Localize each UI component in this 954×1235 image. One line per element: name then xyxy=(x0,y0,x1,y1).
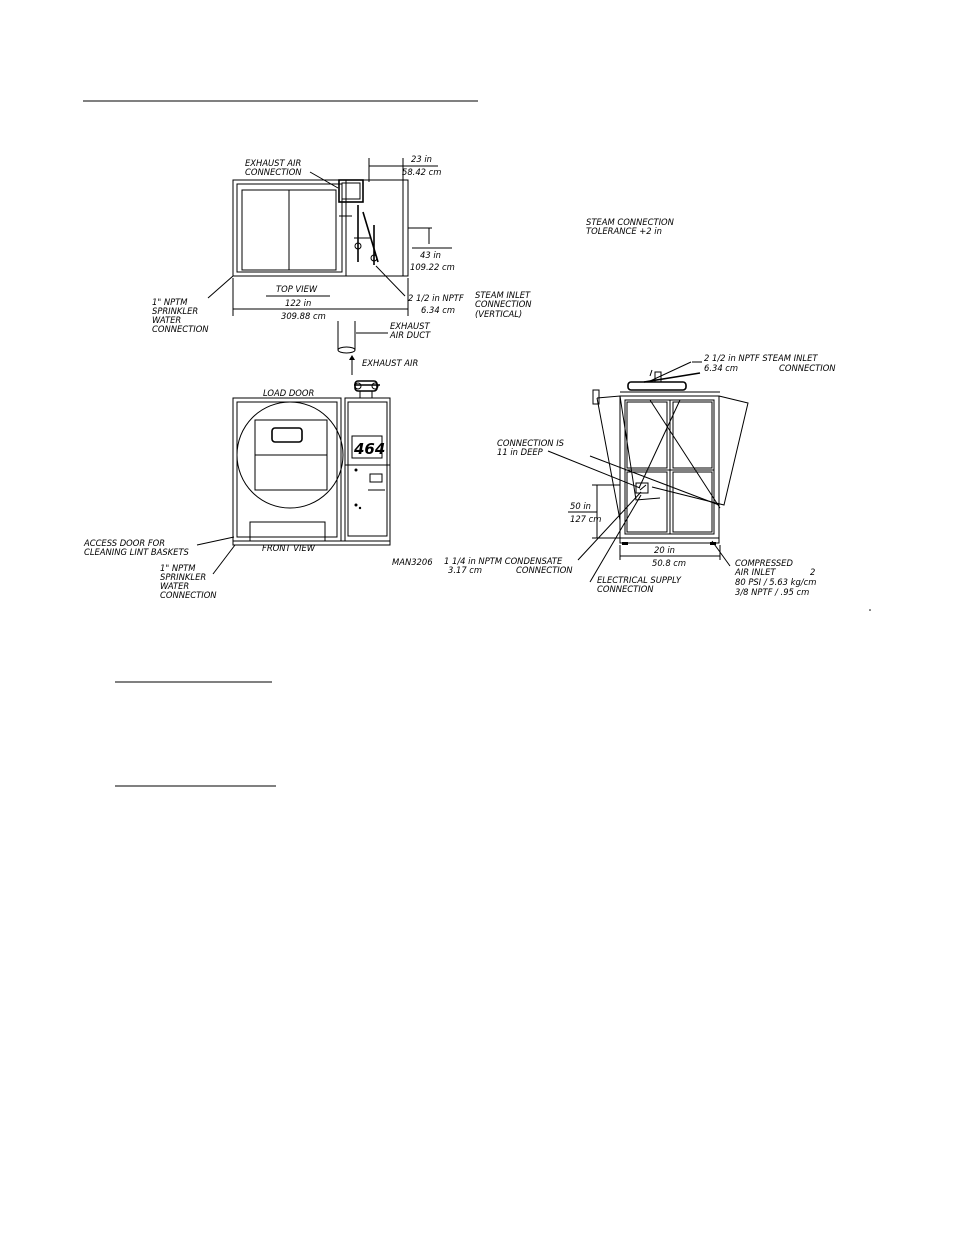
exhaust-air-connection-label-2: CONNECTION xyxy=(245,167,302,177)
side-steam-inlet-label: 2 1/2 in NPTF STEAM INLET xyxy=(704,353,818,363)
steam-inlet-dim-cm: 6.34 cm xyxy=(421,305,456,315)
compressed-air-label-2: AIR INLET xyxy=(735,567,776,577)
steam-tolerance-label-2: TOLERANCE +2 in xyxy=(586,226,662,236)
steam-inlet-dim-in: 2 1/2 in NPTF xyxy=(408,293,464,303)
compressed-air-thread: 3/8 NPTF / .95 cm xyxy=(735,587,810,597)
overall-dim-in: 122 in xyxy=(285,298,312,308)
load-door-label: LOAD DOOR xyxy=(263,388,315,398)
connection-deep-label-2: 11 in DEEP xyxy=(497,447,543,457)
base-dim-in: 20 in xyxy=(654,545,675,555)
condensate-label-2: CONNECTION xyxy=(516,565,573,575)
connection-deep-label: CONNECTION IS xyxy=(497,438,564,448)
overall-dim-cm: 309.88 cm xyxy=(281,311,326,321)
height-dim-cm: 127 cm xyxy=(570,514,602,524)
depth-dim-in: 43 in xyxy=(420,250,441,260)
top-view-label: TOP VIEW xyxy=(276,284,318,294)
steam-tolerance-label: STEAM CONNECTION xyxy=(586,217,674,227)
drawing-number: MAN3206 xyxy=(392,557,433,567)
access-door-label: ACCESS DOOR FOR xyxy=(84,538,166,548)
side-steam-inlet-label-2: CONNECTION xyxy=(779,363,836,373)
front-sprinkler-label-4: CONNECTION xyxy=(160,590,217,600)
steam-inlet-label-3: (VERTICAL) xyxy=(475,309,523,319)
side-steam-inlet-cm: 6.34 cm xyxy=(704,363,739,373)
front-sprinkler-label: 1" NPTM xyxy=(160,563,196,573)
top-view-drawing xyxy=(233,180,408,276)
front-view-label: FRONT VIEW xyxy=(262,543,316,553)
exhaust-air-connection-label: EXHAUST AIR xyxy=(245,158,302,168)
exhaust-air-label: EXHAUST AIR xyxy=(362,358,419,368)
width-dim-cm: 58.42 cm xyxy=(402,167,442,177)
side-view-drawing xyxy=(590,370,748,545)
front-view-drawing xyxy=(233,381,390,545)
compressed-air-label: COMPRESSED xyxy=(735,558,793,568)
height-dim-in: 50 in xyxy=(570,501,591,511)
front-leader-lines xyxy=(197,537,235,574)
depth-dim-cm: 109.22 cm xyxy=(410,262,455,272)
speck xyxy=(869,609,871,611)
top-sprinkler-label-2: SPRINKLER xyxy=(152,306,199,316)
compressed-air-pressure: 80 PSI / 5.63 kg/cm xyxy=(735,577,817,587)
front-sprinkler-label-2: SPRINKLER xyxy=(160,572,207,582)
steam-inlet-label-2: CONNECTION xyxy=(475,299,532,309)
compressed-air-number: 2 xyxy=(810,567,816,577)
electrical-supply-label: ELECTRICAL SUPPLY xyxy=(597,575,681,585)
exhaust-duct-label-2: AIR DUCT xyxy=(390,330,431,340)
top-sprinkler-label-4: CONNECTION xyxy=(152,324,209,334)
steam-inlet-label: STEAM INLET xyxy=(475,290,531,300)
top-sprinkler-label: 1" NPTM xyxy=(152,297,188,307)
exhaust-duct-label: EXHAUST xyxy=(390,321,430,331)
top-sprinkler-label-3: WATER xyxy=(152,315,182,325)
front-sprinkler-label-3: WATER xyxy=(160,581,190,591)
condensate-cm: 3.17 cm xyxy=(448,565,483,575)
model-badge: 464 xyxy=(354,440,386,458)
access-door-label-2: CLEANING LINT BASKETS xyxy=(84,547,189,557)
width-dim-in: 23 in xyxy=(411,154,432,164)
electrical-supply-label-2: CONNECTION xyxy=(597,584,654,594)
base-dim-cm: 50.8 cm xyxy=(652,558,687,568)
condensate-label: 1 1/4 in NPTM CONDENSATE xyxy=(444,556,563,566)
